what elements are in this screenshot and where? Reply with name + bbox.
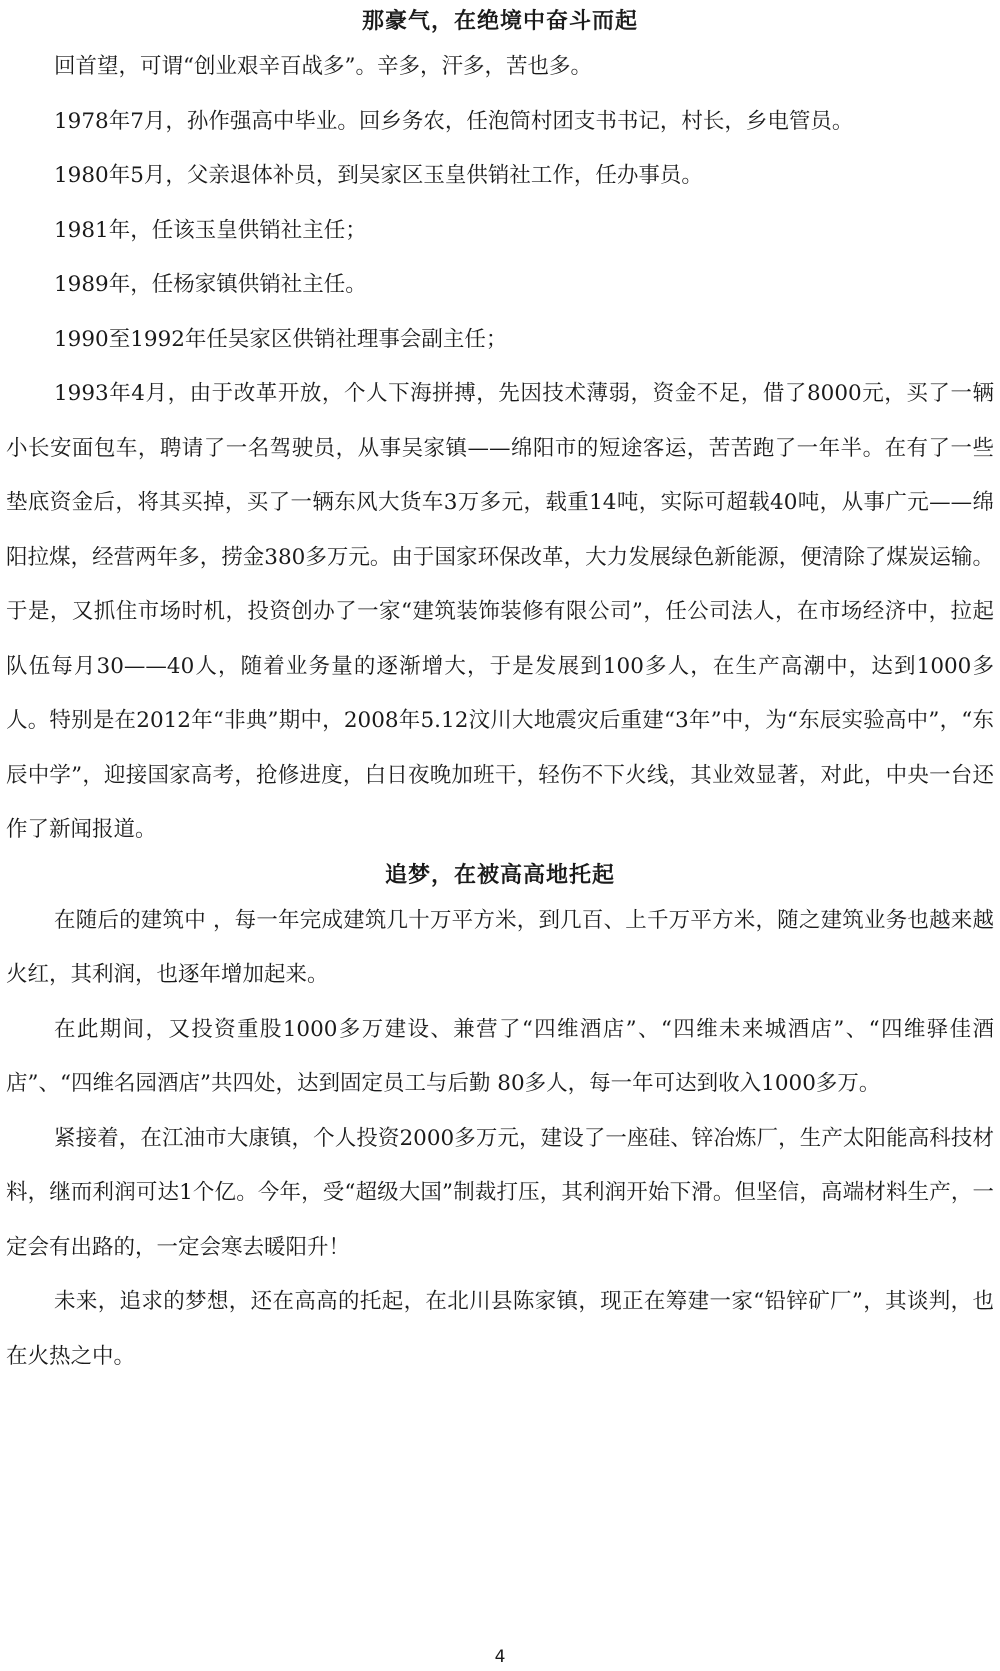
page-number: 4 — [494, 1647, 506, 1667]
section-heading-2: 追梦，在被高高地托起 — [384, 862, 615, 888]
paragraph: 紧接着，在江油市大康镇，个人投资2000多万元，建设了一座硅、锌冶炼厂，生产太阳能高科技材料，继而利润可达1个亿。今年，受“超级大国”制裁打压，其利润开始下滑。但坚信，高端材料生产，一定会有出路的，一定会寒去暖阳升！ — [6, 1125, 994, 1260]
page-content — [6, 4, 994, 1384]
paragraph: 未来，追求的梦想，还在高高的托起，在北川县陈家镇，现正在筹建一家“铅锌矿厂”，其谈判，也在火热之中。 — [6, 1289, 994, 1369]
paragraph: 1980年5月，父亲退体补员，到吴家区玉皇供销社工作，任办事员。 — [54, 163, 703, 188]
section-heading-1: 那豪气，在绝境中奋斗而起 — [361, 9, 638, 34]
paragraph: 在随后的建筑中 ，每一年完成建筑几十万平方米，到几百、上千万平方米，随之建筑业务也越来越火红，其利润，也逐年增加起来。 — [6, 907, 994, 987]
paragraph: 1989年，任杨家镇供销社主任。 — [54, 272, 367, 297]
paragraph: 1981年，任该玉皇供销社主任； — [54, 217, 367, 243]
paragraph: 回首望，可谓“创业艰辛百战多”。辛多，汗多，苦也多。 — [54, 54, 592, 79]
paragraph: 1990至1992年任吴家区供销社理事会副主任； — [54, 326, 508, 352]
paragraph: 在此期间，又投资重股1000多万建设、兼营了“四维酒店”、“四维未来城酒店”、“四维驿佳酒店”、“四维名园酒店”共四处，达到固定员工与后勤 80多人，每一年可达到收入1000多万。 — [6, 1016, 994, 1096]
paragraph: 1993年4月，由于改革开放，个人下海拼搏，先因技术薄弱，资金不足，借了8000元，买了一辆小长安面包车，聘请了一名驾驶员，从事吴家镇——绵阳市的短途客运，苦苦跑了一年半。在有了一些垫底资金后，将其买掉，买了一辆东风大货车3万多元，载重14吨，实际可超载40吨，从事广元——绵阳拉煤，经营两年多，捞金380多万元。由于国家环保改革，大力发展绿色新能源，便清除了煤炭运输。于是，又抓住市场时机，投资创办了一家“建筑装饰装修有限公司”，任公司法人，在市场经济中，拉起队伍每月30——40人，随着业务量的逐渐增大，于是发展到100多人，在生产高潮中，达到1000多人。特别是在2012年“非典”期中，2008年5.12汶川大地震灾后重建“3年”中，为“东辰实验高中”，“东辰中学”，迎接国家高考，抢修进度，白日夜晚加班干，轻伤不下火线，其业效显著，对此，中央一台还作了新闻报道。 — [6, 381, 994, 842]
paragraph: 1978年7月，孙作强高中毕业。回乡务农，任泡筒村团支书书记，村长，乡电管员。 — [54, 108, 854, 134]
